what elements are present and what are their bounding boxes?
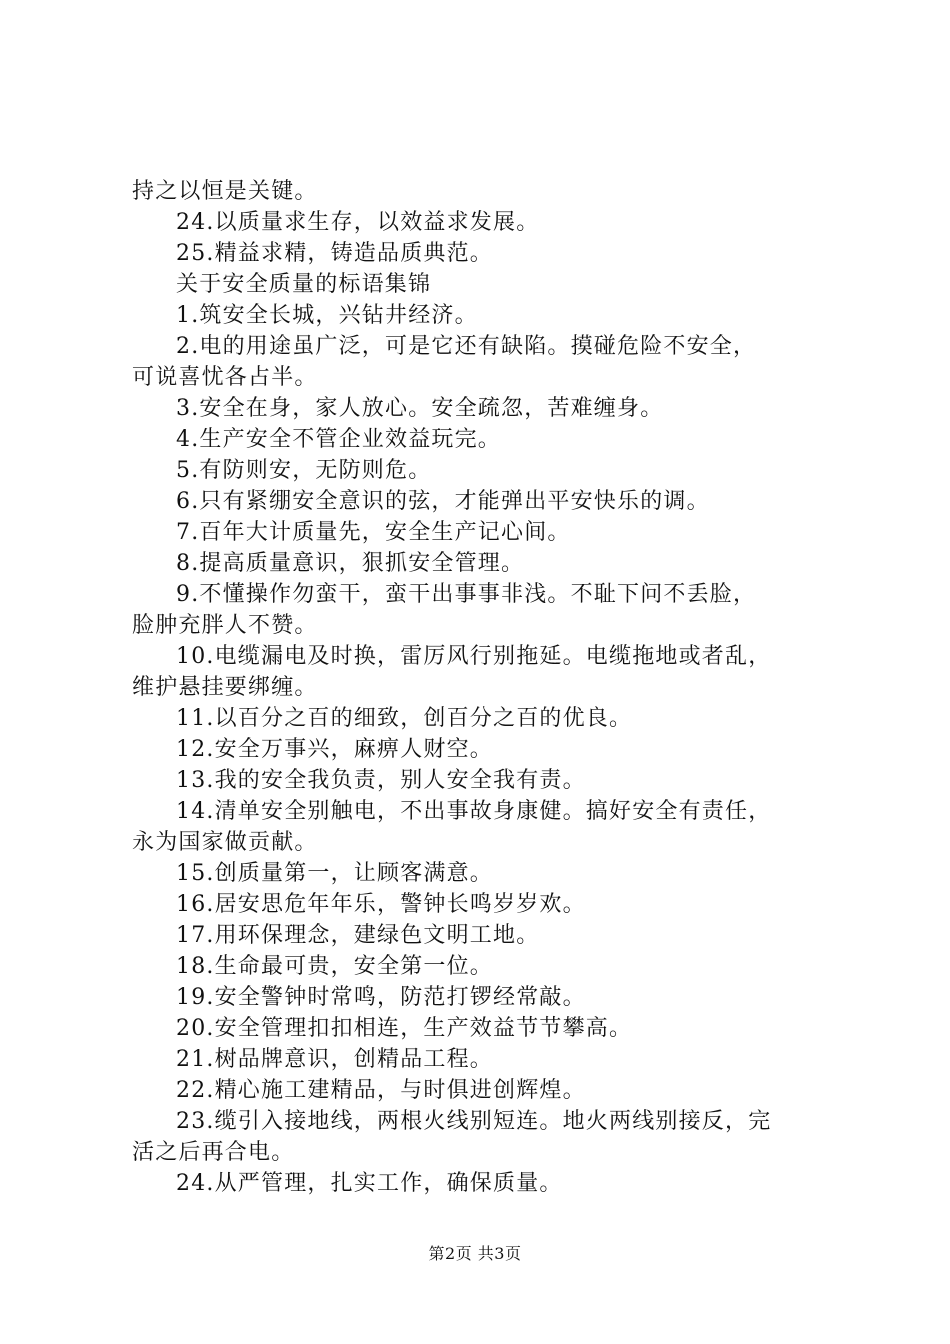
text-line: 24.从严管理，扎实工作，确保质量。 xyxy=(176,1171,563,1196)
page-footer: 第2页 共3页 xyxy=(428,1244,522,1263)
text-line: 3.安全在身，家人放心。安全疏忽，苦难缠身。 xyxy=(176,396,664,421)
text-line: 16.居安思危年年乐，警钟长鸣岁岁欢。 xyxy=(176,892,586,917)
document-body xyxy=(132,176,832,1199)
text-line: 8.提高质量意识，狠抓安全管理。 xyxy=(176,551,525,576)
text-line: 12.安全万事兴，麻痹人财空。 xyxy=(176,737,493,762)
text-line: 关于安全质量的标语集锦 xyxy=(176,272,432,297)
text-line: 活之后再合电。 xyxy=(132,1140,295,1165)
text-line: 23.缆引入接地线，两根火线别短连。地火两线别接反，完 xyxy=(176,1109,772,1134)
text-line: 维护悬挂要绑缠。 xyxy=(132,675,318,700)
text-line: 18.生命最可贵，安全第一位。 xyxy=(176,954,493,979)
text-line: 2.电的用途虽广泛，可是它还有缺陷。摸碰危险不安全， xyxy=(176,334,757,359)
text-line: 25.精益求精，铸造品质典范。 xyxy=(176,241,493,266)
text-line: 11.以百分之百的细致，创百分之百的优良。 xyxy=(176,706,633,731)
text-line: 17.用环保理念，建绿色文明工地。 xyxy=(176,923,540,948)
text-line: 1.筑安全长城，兴钻井经济。 xyxy=(176,303,478,328)
text-line: 21.树品牌意识，创精品工程。 xyxy=(176,1047,493,1072)
text-line: 19.安全警钟时常鸣，防范打锣经常敲。 xyxy=(176,985,586,1010)
text-line: 持之以恒是关键。 xyxy=(132,179,318,204)
text-line: 脸肿充胖人不赞。 xyxy=(132,613,318,638)
text-line: 13.我的安全我负责，别人安全我有责。 xyxy=(176,768,586,793)
text-line: 10.电缆漏电及时换，雷厉风行别拖延。电缆拖地或者乱， xyxy=(176,644,772,669)
text-line: 可说喜忧各占半。 xyxy=(132,365,318,390)
text-line: 14.清单安全别触电，不出事故身康健。搞好安全有责任， xyxy=(176,799,772,824)
text-line: 4.生产安全不管企业效益玩完。 xyxy=(176,427,501,452)
text-line: 7.百年大计质量先，安全生产记心间。 xyxy=(176,520,571,545)
text-line: 5.有防则安，无防则危。 xyxy=(176,458,432,483)
text-line: 15.创质量第一，让顾客满意。 xyxy=(176,861,493,886)
text-line: 22.精心施工建精品，与时俱进创辉煌。 xyxy=(176,1078,586,1103)
text-line: 6.只有紧绷安全意识的弦，才能弹出平安快乐的调。 xyxy=(176,489,710,514)
text-line: 永为国家做贡献。 xyxy=(132,830,318,855)
text-line: 20.安全管理扣扣相连，生产效益节节攀高。 xyxy=(176,1016,633,1041)
text-line: 24.以质量求生存，以效益求发展。 xyxy=(176,210,540,235)
text-line: 9.不懂操作勿蛮干，蛮干出事事非浅。不耻下问不丢脸， xyxy=(176,582,757,607)
